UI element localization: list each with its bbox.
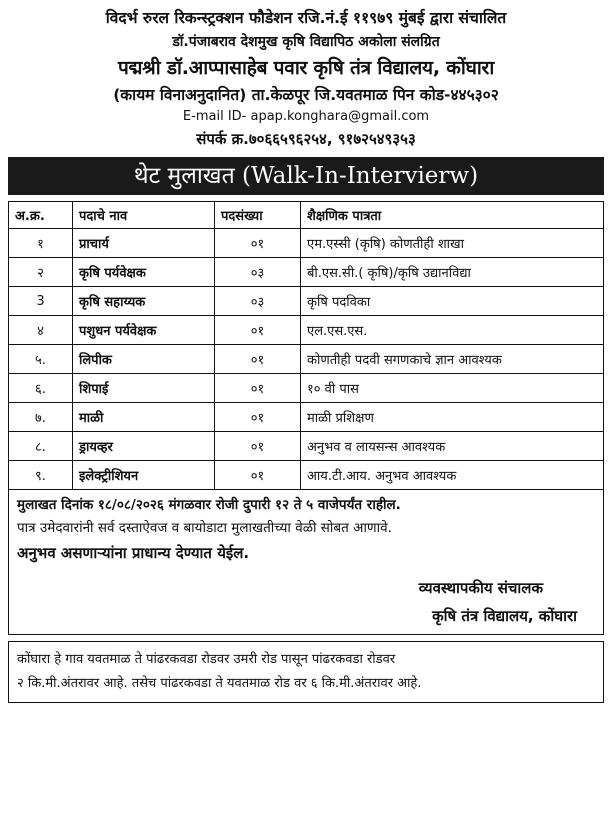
col-header-qualification: शैक्षणिक पात्रता [301,202,604,229]
interview-date-text: मुलाखत दिनांक १८/०८/२०२६ मंगळवार रोजी दुपारी १२ ते ५ वाजेपर्यंत राहील. [17,497,401,513]
cell-serial: ५. [9,345,73,374]
cell-serial: 3 [9,287,73,316]
documents-note: पात्र उमेदवारांनी सर्व दस्ताऐवज व बायोडाटा मुलाखतीच्या वेळी सोबत आणावे. [17,520,392,536]
posts-table [8,201,604,490]
cell-post: लिपीक [73,345,215,374]
signature-block [17,574,595,630]
location-directions [8,641,604,703]
cell-qualification: १० वी पास [301,374,604,403]
cell-count: ०१ [215,345,301,374]
cell-post: माळी [73,403,215,432]
cell-count: ०१ [215,403,301,432]
cell-serial: ७. [9,403,73,432]
cell-count: ०१ [215,461,301,490]
cell-qualification: एल.एस.एस. [301,316,604,345]
col-header-serial: अ.क्र. [9,202,73,229]
cell-count: ०१ [215,432,301,461]
header-email: E-mail ID- apap.konghara@gmail.com [182,109,430,124]
signatory-title: व्यवस्थापकीय संचालक [418,579,543,597]
table-row [9,403,604,432]
header-line-foundation: विदर्भ रुरल रिकन्स्ट्रक्शन फौडेशन रजि.नं.ई ११९७९ मुंबई द्वारा संचालित [105,9,507,27]
cell-post: पशुधन पर्यवेक्षक [73,316,215,345]
table-row [9,461,604,490]
cell-count: ०१ [215,229,301,258]
cell-count: ०१ [215,316,301,345]
cell-post: कृषि पर्यवेक्षक [73,258,215,287]
cell-qualification: कोणतीही पदवी सगणकाचे ज्ञान आवश्यक [301,345,604,374]
table-row [9,229,604,258]
cell-serial: ६. [9,374,73,403]
cell-qualification: कृषि पदविका [301,287,604,316]
experience-priority-note: अनुभव असणाऱ्यांना प्राधान्य देण्यात येईल. [17,544,250,562]
cell-qualification: अनुभव व लायसन्स आवश्यक [301,432,604,461]
cell-serial: ९. [9,461,73,490]
cell-qualification: बी.एस.सी.( कृषि)/कृषि उद्यानविद्या [301,258,604,287]
cell-post: कृषि सहाय्यक [73,287,215,316]
cell-count: ०३ [215,258,301,287]
cell-post: ड्रायव्हर [73,432,215,461]
cell-qualification: आय.टी.आय. अनुभव आवश्यक [301,461,604,490]
cell-qualification: माळी प्रशिक्षण [301,403,604,432]
table-header-row [9,202,604,229]
table-row [9,258,604,287]
cell-serial: २ [9,258,73,287]
cell-post: प्राचार्य [73,229,215,258]
cell-count: ०१ [215,374,301,403]
cell-serial: ८. [9,432,73,461]
table-row [9,287,604,316]
table-row [9,432,604,461]
cell-post: शिपाई [73,374,215,403]
header-address: (कायम विनाअनुदानित) ता.केळपूर जि.यवतमाळ पिन कोड-४४५३०२ [113,86,499,104]
cell-count: ०३ [215,287,301,316]
cell-serial: ४ [9,316,73,345]
walk-in-interview-banner: थेट मुलाखत (Walk-In-Intervierw) [8,157,604,195]
table-row [9,345,604,374]
header-line-affiliation: डॉ.पंजाबराव देशमुख कृषि विद्यापिठ अकोला संलग्रित [172,34,440,50]
interview-info-block [8,490,604,635]
col-header-post: पदाचे नाव [73,202,215,229]
cell-serial: १ [9,229,73,258]
header-contact: संपर्क क्र.७०६६५९६२५४, ९१७२५४९३५३ [196,130,416,148]
table-row [9,374,604,403]
signatory-organisation: कृषि तंत्र विद्यालय, कोंघारा [432,607,577,625]
cell-qualification: एम.एस्सी (कृषि) कोणतीही शाखा [301,229,604,258]
header-institute-name: पद्मश्री डॉ.आप्पासाहेब पवार कृषि तंत्र विद्यालय, कोंघारा [117,57,495,79]
directions-line-1: कोंघारा हे गाव यवतमाळ ते पांढरकवडा रोडवर उमरी रोड पासून पांढरकवडा रोडवर [17,652,396,667]
cell-post: इलेक्ट्रीशियन [73,461,215,490]
directions-line-2: २ कि.मी.अंतरावर आहे. तसेच पांढरकवडा ते यवतमाळ रोड वर ६ कि.मी.अंतरावर आहे. [17,676,422,691]
table-row [9,316,604,345]
col-header-count: पदसंख्या [215,202,301,229]
